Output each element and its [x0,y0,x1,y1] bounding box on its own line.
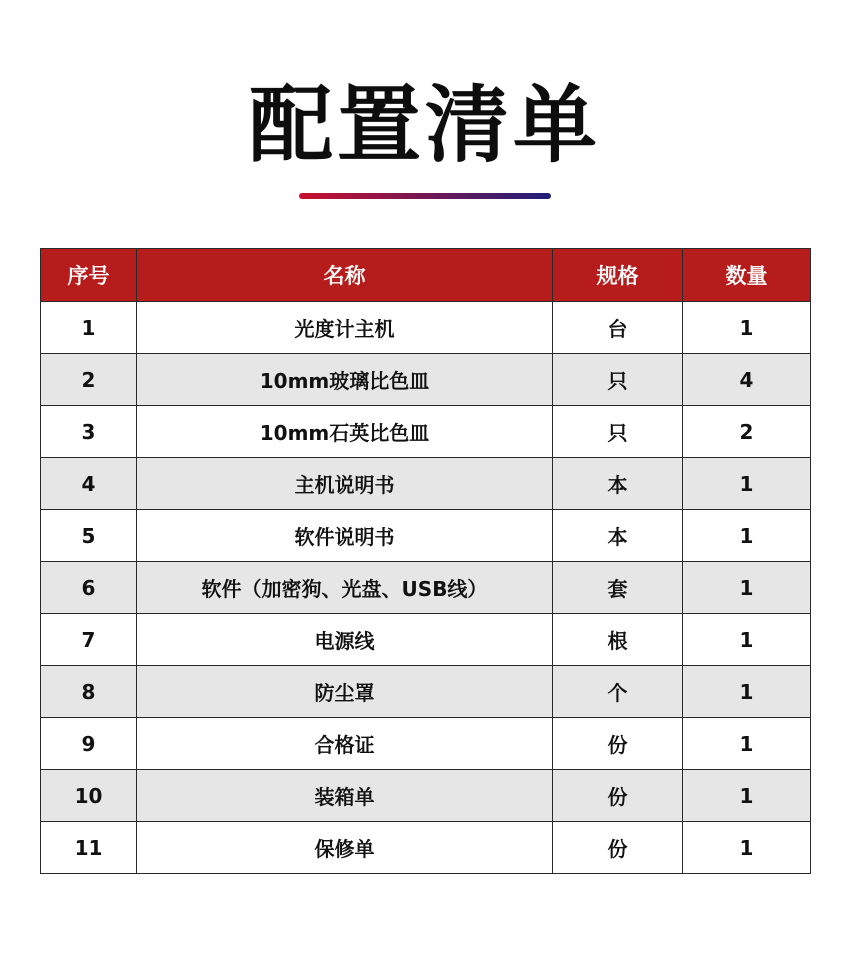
cell-quantity: 1 [683,302,811,354]
title-underline [299,193,551,199]
cell-name: 防尘罩 [137,666,553,718]
cell-name: 电源线 [137,614,553,666]
cell-spec: 套 [553,562,683,614]
cell-spec: 只 [553,406,683,458]
header-row [41,249,811,302]
cell-index: 3 [41,406,137,458]
header-name: 名称 [137,249,553,302]
cell-index: 7 [41,614,137,666]
cell-name: 保修单 [137,822,553,874]
table-row [41,562,811,614]
table-row [41,510,811,562]
cell-index: 2 [41,354,137,406]
cell-quantity: 1 [683,822,811,874]
cell-name: 10mm玻璃比色皿 [137,354,553,406]
cell-index: 6 [41,562,137,614]
cell-index: 5 [41,510,137,562]
cell-spec: 台 [553,302,683,354]
cell-quantity: 2 [683,406,811,458]
cell-spec: 只 [553,354,683,406]
cell-index: 9 [41,718,137,770]
table-header [41,249,811,302]
table-row [41,302,811,354]
cell-spec: 份 [553,770,683,822]
cell-quantity: 1 [683,614,811,666]
config-table [40,248,811,874]
cell-index: 1 [41,302,137,354]
table-row [41,666,811,718]
cell-spec: 个 [553,666,683,718]
table-row [41,614,811,666]
table-row [41,770,811,822]
cell-spec: 份 [553,822,683,874]
cell-quantity: 1 [683,510,811,562]
cell-quantity: 1 [683,718,811,770]
cell-name: 软件说明书 [137,510,553,562]
cell-name: 10mm石英比色皿 [137,406,553,458]
cell-index: 11 [41,822,137,874]
cell-quantity: 1 [683,666,811,718]
cell-quantity: 1 [683,458,811,510]
page-title: 配置清单 [248,76,601,174]
header-spec: 规格 [553,249,683,302]
header-quantity: 数量 [683,249,811,302]
cell-index: 10 [41,770,137,822]
table-body [41,302,811,874]
table-row [41,718,811,770]
cell-name: 装箱单 [137,770,553,822]
cell-quantity: 1 [683,770,811,822]
cell-name: 光度计主机 [137,302,553,354]
table-row [41,354,811,406]
cell-index: 8 [41,666,137,718]
cell-quantity: 1 [683,562,811,614]
header-index: 序号 [41,249,137,302]
cell-quantity: 4 [683,354,811,406]
cell-spec: 份 [553,718,683,770]
cell-spec: 根 [553,614,683,666]
table-row [41,406,811,458]
cell-name: 主机说明书 [137,458,553,510]
cell-spec: 本 [553,458,683,510]
cell-name: 软件（加密狗、光盘、USB线） [137,562,553,614]
table-row [41,458,811,510]
cell-name: 合格证 [137,718,553,770]
cell-index: 4 [41,458,137,510]
table-row [41,822,811,874]
cell-spec: 本 [553,510,683,562]
